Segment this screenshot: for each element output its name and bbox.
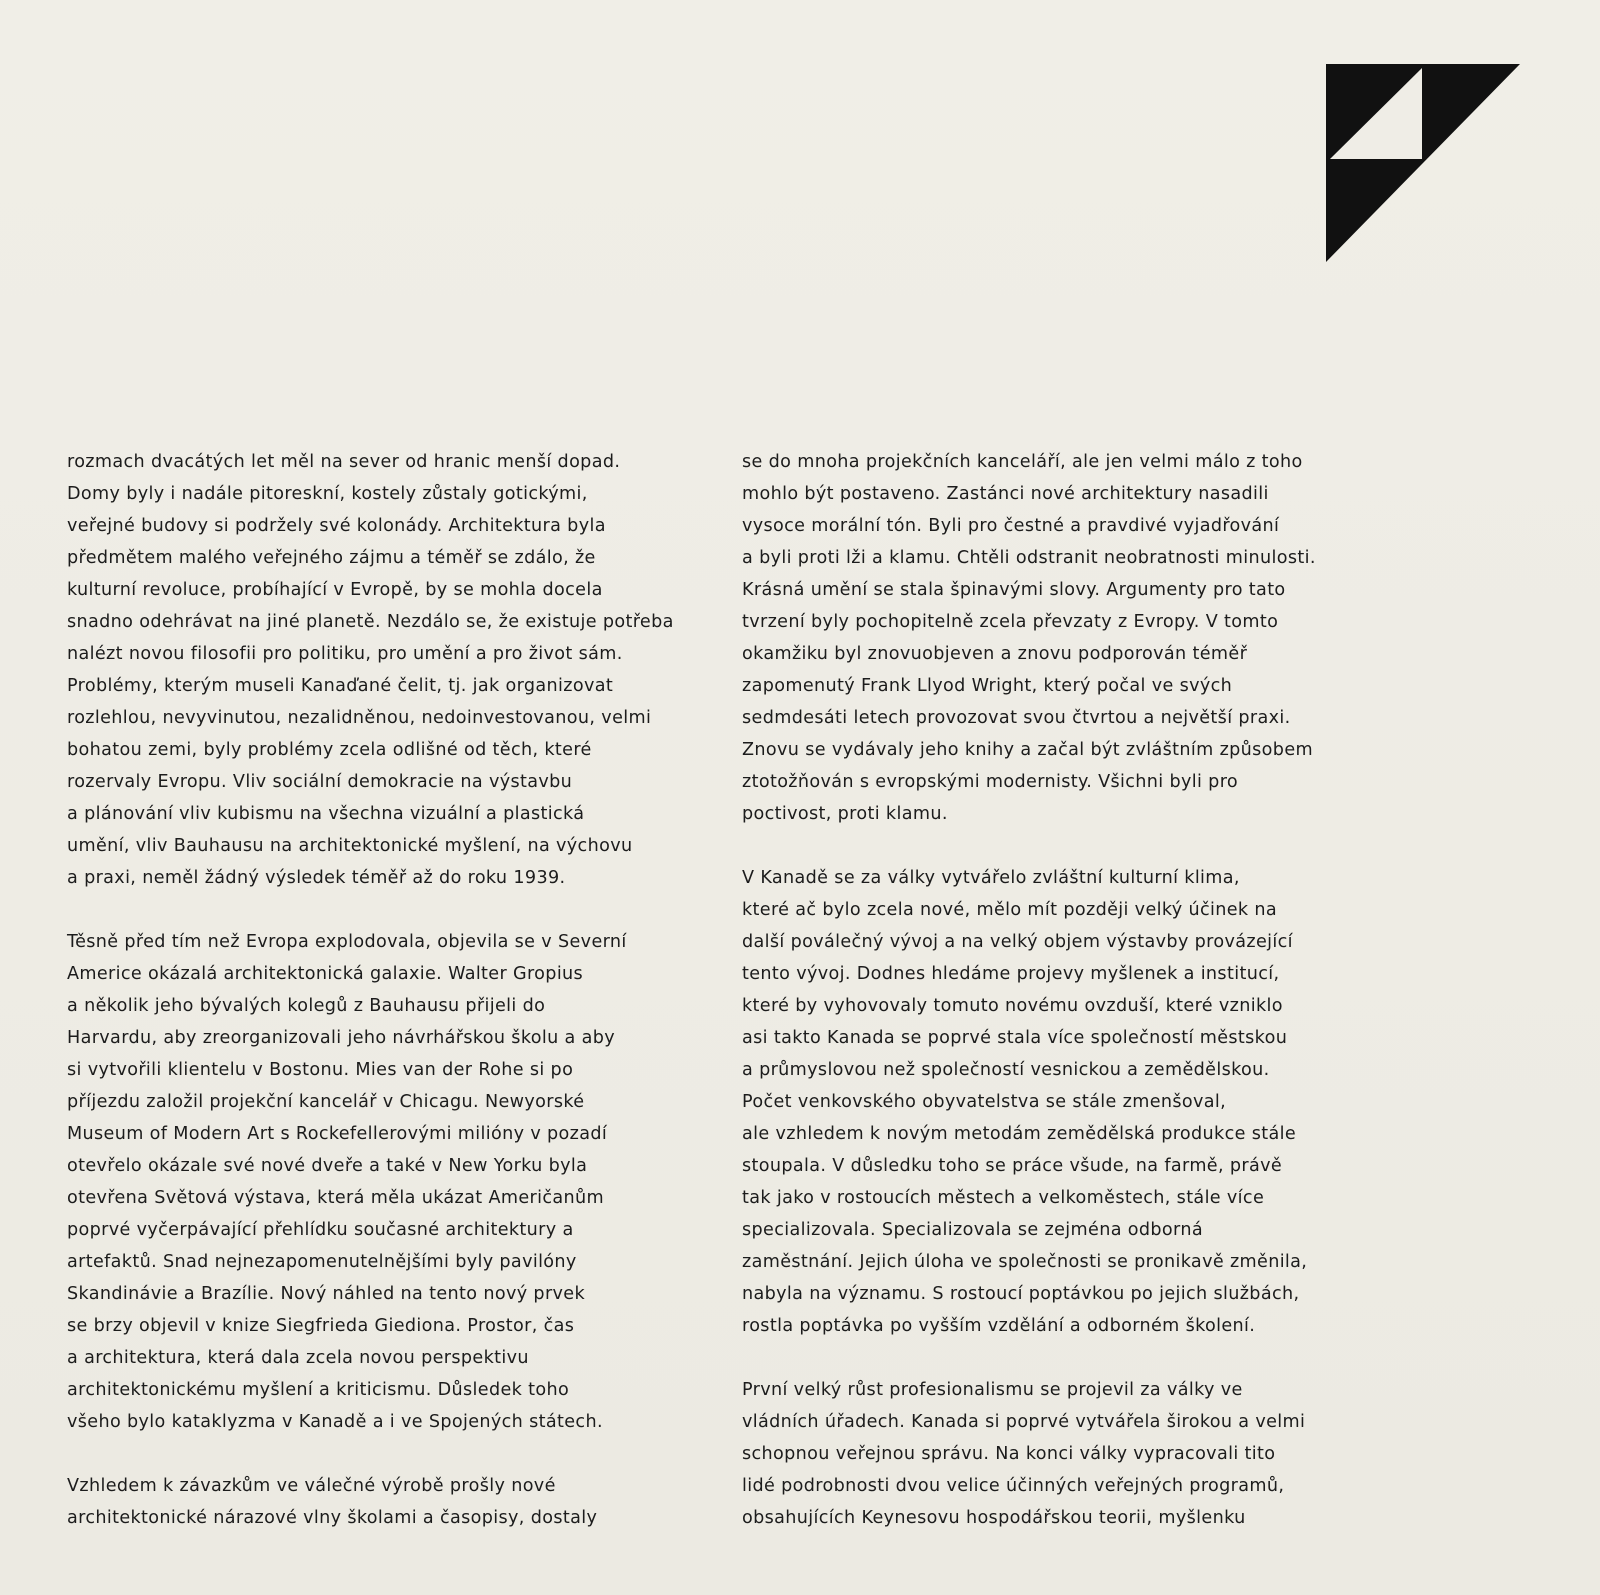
text-line: Museum of Modern Art s Rockefellerovými milióny v pozadí xyxy=(67,1124,608,1144)
text-line: zaměstnání. Jejich úloha ve společnosti se pronikavě změnila, xyxy=(742,1252,1308,1272)
text-line: První velký růst profesionalismu se projevil za války ve xyxy=(742,1380,1243,1400)
text-line: vysoce morální tón. Byli pro čestné a pravdivé vyjadřování xyxy=(742,516,1280,536)
text-line: mohlo být postaveno. Zastánci nové architektury nasadili xyxy=(742,484,1269,504)
text-line: architektonickému myšlení a kriticismu. Důsledek toho xyxy=(67,1380,570,1400)
text-line: stoupala. V důsledku toho se práce všude, na farmě, právě xyxy=(742,1156,1283,1176)
text-line: se do mnoha projekčních kanceláří, ale jen velmi málo z toho xyxy=(742,452,1303,472)
text-line: snadno odehrávat na jiné planetě. Nezdálo se, že existuje potřeba xyxy=(67,612,674,632)
text-line: Vzhledem k závazkům ve válečné výrobě prošly nové xyxy=(67,1476,556,1496)
text-line: tento vývoj. Dodnes hledáme projevy myšlenek a institucí, xyxy=(742,964,1280,984)
paragraph xyxy=(67,926,717,1438)
text-line: a byli proti lži a klamu. Chtěli odstranit neobratnosti minulosti. xyxy=(742,548,1316,568)
folded-triangle-logo-icon xyxy=(1326,64,1520,262)
text-line: bohatou zemi, byly problémy zcela odlišné od těch, které xyxy=(67,740,592,760)
text-line: specializovala. Specializovala se zejména odborná xyxy=(742,1220,1203,1240)
text-line: Skandinávie a Brazílie. Nový náhled na tento nový prvek xyxy=(67,1284,586,1304)
paragraph xyxy=(742,446,1392,830)
text-column-left xyxy=(67,446,717,1566)
text-line: asi takto Kanada se poprvé stala více společností městskou xyxy=(742,1028,1288,1048)
text-line: vládních úřadech. Kanada si poprvé vytvářela širokou a velmi xyxy=(742,1412,1306,1432)
text-line: a praxi, neměl žádný výsledek téměř až do roku 1939. xyxy=(67,868,566,888)
text-line: Americe okázalá architektonická galaxie. Walter Gropius xyxy=(67,964,584,984)
text-line: další poválečný vývoj a na velký objem výstavby provázející xyxy=(742,932,1293,952)
text-line: zapomenutý Frank Llyod Wright, který počal ve svých xyxy=(742,676,1233,696)
text-line: kulturní revoluce, probíhající v Evropě, by se mohla docela xyxy=(67,580,603,600)
text-line: rozervaly Evropu. Vliv sociální demokracie na výstavbu xyxy=(67,772,573,792)
text-line: Domy byly i nadále pitoreskní, kostely zůstaly gotickými, xyxy=(67,484,588,504)
text-line: se brzy objevil v knize Siegfrieda Giediona. Prostor, čas xyxy=(67,1316,575,1336)
text-line: ztotožňován s evropskými modernisty. Všichni byli pro xyxy=(742,772,1239,792)
text-line: rozlehlou, nevyvinutou, nezalidněnou, nedoinvestovanou, velmi xyxy=(67,708,652,728)
text-line: které by vyhovovaly tomuto novému ovzduší, které vzniklo xyxy=(742,996,1283,1016)
text-line: rozmach dvacátých let měl na sever od hranic menší dopad. xyxy=(67,452,621,472)
text-line: okamžiku byl znovuobjeven a znovu podporován téměř xyxy=(742,644,1248,664)
text-line: sedmdesáti letech provozovat svou čtvrtou a největší praxi. xyxy=(742,708,1291,728)
text-line: tvrzení byly pochopitelně zcela převzaty z Evropy. V tomto xyxy=(742,612,1279,632)
text-line: schopnou veřejnou správu. Na konci války vypracovali tito xyxy=(742,1444,1276,1464)
text-line: a architektura, která dala zcela novou perspektivu xyxy=(67,1348,529,1368)
text-line: Těsně před tím než Evropa explodovala, objevila se v Severní xyxy=(67,932,627,952)
text-line: nalézt novou filosofii pro politiku, pro umění a pro život sám. xyxy=(67,644,623,664)
text-line: a plánování vliv kubismu na všechna vizuální a plastická xyxy=(67,804,585,824)
text-line: příjezdu založil projekční kancelář v Chicagu. Newyorské xyxy=(67,1092,585,1112)
paragraph xyxy=(67,446,717,894)
text-line: Harvardu, aby zreorganizovali jeho návrhářskou školu a aby xyxy=(67,1028,616,1048)
text-line: poprvé vyčerpávající přehlídku současné architektury a xyxy=(67,1220,574,1240)
text-line: architektonické nárazové vlny školami a časopisy, dostaly xyxy=(67,1508,598,1528)
text-line: rostla poptávka po vyšším vzdělání a odborném školení. xyxy=(742,1316,1256,1336)
text-line: ale vzhledem k novým metodám zemědělská produkce stále xyxy=(742,1124,1297,1144)
logo-black-triangle xyxy=(1326,64,1520,262)
text-line: obsahujících Keynesovu hospodářskou teorii, myšlenku xyxy=(742,1508,1246,1528)
paragraph xyxy=(742,1374,1392,1534)
text-line: které ač bylo zcela nové, mělo mít později velký účinek na xyxy=(742,900,1278,920)
text-line: nabyla na významu. S rostoucí poptávkou po jejich službách, xyxy=(742,1284,1300,1304)
text-line: Znovu se vydávaly jeho knihy a začal být zvláštním způsobem xyxy=(742,740,1313,760)
text-line: umění, vliv Bauhausu na architektonické myšlení, na výchovu xyxy=(67,836,633,856)
text-line: si vytvořili klientelu v Bostonu. Mies van der Rohe si po xyxy=(67,1060,574,1080)
text-line: veřejné budovy si podržely své kolonády. Architektura byla xyxy=(67,516,606,536)
text-line: V Kanadě se za války vytvářelo zvláštní kulturní klima, xyxy=(742,868,1240,888)
text-line: všeho bylo kataklyzma v Kanadě a i ve Spojených státech. xyxy=(67,1412,603,1432)
text-line: předmětem malého veřejného zájmu a téměř se zdálo, že xyxy=(67,548,596,568)
paragraph xyxy=(742,862,1392,1342)
text-line: Počet venkovského obyvatelstva se stále zmenšoval, xyxy=(742,1092,1227,1112)
text-line: tak jako v rostoucích městech a velkoměstech, stále více xyxy=(742,1188,1265,1208)
logo-graphic xyxy=(1326,64,1520,262)
text-line: otevřelo okázale své nové dveře a také v New Yorku byla xyxy=(67,1156,588,1176)
text-line: Problémy, kterým museli Kanaďané čelit, tj. jak organizovat xyxy=(67,676,614,696)
text-line: a průmyslovou než společností vesnickou a zemědělskou. xyxy=(742,1060,1270,1080)
text-line: a několik jeho bývalých kolegů z Bauhausu přijeli do xyxy=(67,996,546,1016)
text-line: poctivost, proti klamu. xyxy=(742,804,948,824)
paragraph xyxy=(67,1470,717,1534)
text-line: lidé podrobnosti dvou velice účinných veřejných programů, xyxy=(742,1476,1285,1496)
text-line: Krásná umění se stala špinavými slovy. Argumenty pro tato xyxy=(742,580,1286,600)
text-line: artefaktů. Snad nejnezapomenutelnějšími byly pavilóny xyxy=(67,1252,577,1272)
text-line: otevřena Světová výstava, která měla ukázat Američanům xyxy=(67,1188,604,1208)
text-column-right xyxy=(742,446,1392,1566)
